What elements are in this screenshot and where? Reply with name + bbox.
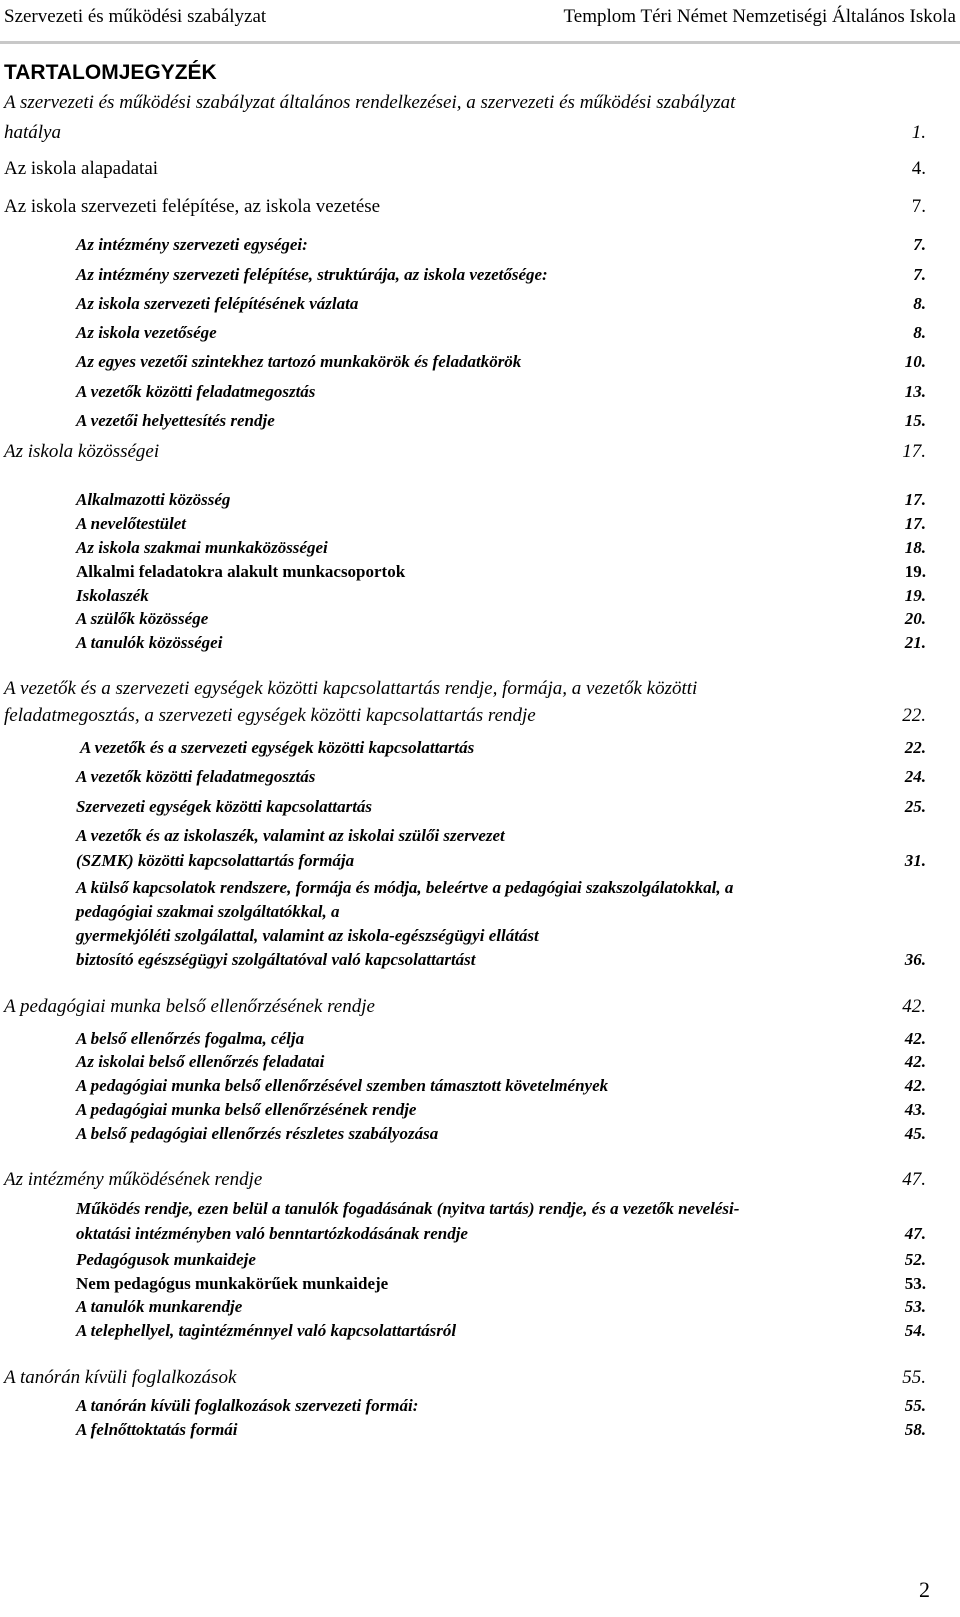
toc-entry-text: A szülők közössége — [76, 609, 209, 628]
toc-entry-page: 42. — [904, 1076, 926, 1095]
toc-entry-page: 55. — [902, 1367, 926, 1388]
toc-entry[interactable] — [76, 878, 926, 974]
toc-entry[interactable] — [76, 382, 926, 408]
page-header — [0, 0, 960, 42]
toc-entry-page: 19. — [904, 586, 926, 605]
toc-entry-page: 43. — [904, 1100, 926, 1119]
toc-entry-text: Működés rendje, ezen belül a tanulók fogadásának (nyitva tartás) rendje, és a vezetők nevelési- — [76, 1199, 740, 1218]
toc-entry-page: 55. — [904, 1396, 926, 1415]
toc-title: TARTALOMJEGYZÉK — [4, 61, 217, 84]
toc-entry-text: A vezetők és a szervezeti egységek közötti kapcsolattartás — [80, 738, 475, 757]
toc-entry[interactable] — [80, 738, 926, 764]
toc-entry-page: 52. — [904, 1250, 926, 1269]
toc-entry[interactable] — [4, 196, 926, 222]
toc-entry-page: 22. — [904, 738, 926, 757]
toc-entry-page: 15. — [904, 411, 926, 430]
header-school-name: Templom Téri Német Nemzetiségi Általános Iskola — [563, 6, 956, 27]
toc-entry-page: 25. — [904, 797, 926, 816]
toc-entry-page: 17. — [904, 490, 926, 509]
toc-entry-text: biztosító egészségügyi szolgáltatóval való kapcsolattartást — [76, 950, 476, 969]
toc-entry[interactable] — [76, 294, 926, 320]
toc-entry-text: Szervezeti egységek közötti kapcsolattartás — [76, 797, 373, 816]
toc-entry-page: 54. — [904, 1321, 926, 1340]
toc-entry[interactable] — [76, 1052, 926, 1078]
toc-entry-page: 22. — [902, 705, 926, 726]
toc-entry-page: 4. — [911, 158, 926, 179]
toc-entry-page: 45. — [904, 1124, 926, 1143]
toc-entry[interactable] — [76, 1250, 926, 1276]
toc-entry-page: 24. — [904, 767, 926, 786]
toc-entry-text: Az intézmény szervezeti felépítése, struktúrája, az iskola vezetősége: — [76, 265, 548, 284]
toc-entry-text: Alkalmi feladatokra alakult munkacsoportok — [76, 562, 406, 581]
toc-entry-text: hatálya — [4, 122, 61, 143]
toc-entry-text: A tanulók közösségei — [76, 633, 223, 652]
toc-entry-text: (SZMK) közötti kapcsolattartás formája — [76, 851, 355, 870]
toc-entry[interactable] — [76, 1396, 926, 1422]
toc-entry[interactable] — [4, 996, 926, 1022]
toc-entry-text: A vezetők közötti feladatmegosztás — [76, 382, 316, 401]
toc-entry-page: 53. — [904, 1274, 926, 1293]
toc-entry[interactable] — [76, 352, 926, 378]
toc-entry-text: Az iskola szervezeti felépítése, az iskola vezetése — [4, 196, 381, 217]
toc-entry[interactable] — [76, 1124, 926, 1150]
toc-entry-text: feladatmegosztás, a szervezeti egységek közötti kapcsolattartás rendje — [4, 705, 536, 726]
toc-entry-text: Az iskola alapadatai — [4, 158, 159, 179]
toc-entry[interactable] — [4, 1367, 926, 1393]
toc-entry-page: 1. — [911, 122, 926, 143]
toc-entry-page: 10. — [904, 352, 926, 371]
toc-entry-text: Az intézmény szervezeti egységei: — [76, 235, 308, 254]
toc-entry-page: 7. — [913, 235, 926, 254]
toc-entry-page: 18. — [904, 538, 926, 557]
toc-entry-text: A vezetők és az iskolaszék, valamint az iskolai szülői szervezet — [76, 826, 505, 845]
toc-entry-page: 7. — [913, 265, 926, 284]
toc-entry[interactable] — [76, 265, 926, 291]
toc-entry-text: oktatási intézményben való benntartózkodásának rendje — [76, 1224, 468, 1243]
toc-entry-page: 7. — [911, 196, 926, 217]
toc-entry[interactable] — [76, 411, 926, 437]
toc-entry-page: 53. — [904, 1297, 926, 1316]
toc-entry[interactable] — [76, 235, 926, 261]
toc-entry-text: A nevelőtestület — [76, 514, 187, 533]
toc-entry-text: Az iskola vezetősége — [76, 323, 217, 342]
toc-entry-text: pedagógiai szakmai szolgáltatókkal, a — [76, 902, 340, 921]
toc-entry-page: 47. — [902, 1169, 926, 1190]
toc-entry[interactable] — [76, 1199, 926, 1249]
toc-entry-text: A tanórán kívüli foglalkozások szervezeti formái: — [76, 1396, 419, 1415]
toc-entry-text: A belső ellenőrzés fogalma, célja — [76, 1029, 305, 1048]
toc-entry-page: 42. — [904, 1029, 926, 1048]
toc-entry-text: Az iskola közösségei — [4, 441, 160, 462]
toc-entry[interactable] — [4, 158, 926, 184]
toc-entry[interactable] — [76, 323, 926, 349]
toc-entry-text: Alkalmazotti közösség — [76, 490, 231, 509]
page-number: 2 — [919, 1577, 930, 1602]
toc-entry-text: Nem pedagógus munkakörűek munkaideje — [76, 1274, 389, 1293]
toc-entry-text: A külső kapcsolatok rendszere, formája és módja, beleértve a pedagógiai szakszolgálatokkal, a — [76, 878, 734, 897]
toc-entry[interactable] — [4, 441, 926, 467]
toc-entry-text: A telephellyel, tagintézménnyel való kapcsolattartásról — [76, 1321, 457, 1340]
toc-entry-text: A vezetői helyettesítés rendje — [76, 411, 275, 430]
toc-entry-page: 17. — [904, 514, 926, 533]
toc-entry[interactable] — [76, 826, 926, 876]
toc-entry[interactable] — [76, 538, 926, 564]
toc-entry-page: 21. — [904, 633, 926, 652]
toc-entry-page: 58. — [904, 1420, 926, 1439]
toc-entry-text: A pedagógiai munka belső ellenőrzésének rendje — [4, 996, 375, 1017]
toc-entry-page: 8. — [913, 323, 926, 342]
toc-entry[interactable] — [76, 767, 926, 793]
toc-entry[interactable] — [76, 609, 926, 635]
toc-entry-text: Iskolaszék — [76, 586, 149, 605]
toc-entry[interactable] — [76, 490, 926, 516]
toc-entry-page: 42. — [902, 996, 926, 1017]
toc-entry[interactable] — [76, 1321, 926, 1347]
toc-entry-page: 47. — [904, 1224, 926, 1243]
toc-entry-page: 36. — [904, 950, 926, 969]
toc-entry-text: Az intézmény működésének rendje — [4, 1169, 263, 1190]
toc-entry[interactable] — [76, 514, 926, 540]
toc-entry-text: A vezetők közötti feladatmegosztás — [76, 767, 316, 786]
toc-entry-page: 19. — [904, 562, 926, 581]
toc-entry-text: Az egyes vezetői szintekhez tartozó munkakörök és feladatkörök — [76, 352, 522, 371]
toc-entry[interactable] — [4, 92, 926, 152]
toc-entry-text: Pedagógusok munkaideje — [76, 1250, 256, 1269]
toc-entry[interactable] — [76, 1076, 926, 1102]
toc-entry-text: A tanórán kívüli foglalkozások — [4, 1367, 237, 1388]
header-divider — [0, 41, 960, 44]
toc-entry-page: 42. — [904, 1052, 926, 1071]
toc-entry-page: 13. — [904, 382, 926, 401]
toc-entry-text: A pedagógiai munka belső ellenőrzésével szemben támasztott követelmények — [76, 1076, 609, 1095]
toc-entry-text: A tanulók munkarendje — [76, 1297, 243, 1316]
toc-entry-text: A pedagógiai munka belső ellenőrzésének rendje — [76, 1100, 417, 1119]
toc-entry[interactable] — [76, 1420, 926, 1446]
toc-entry-text: A vezetők és a szervezeti egységek közötti kapcsolattartás rendje, formája, a vezetők közötti — [4, 678, 698, 699]
toc-entry-text: Az iskola szervezeti felépítésének vázlata — [76, 294, 359, 313]
toc-entry[interactable] — [76, 797, 926, 823]
toc-entry[interactable] — [4, 678, 926, 732]
toc-entry[interactable] — [76, 562, 926, 588]
toc-entry[interactable] — [76, 1297, 926, 1323]
toc-entry[interactable] — [4, 1169, 926, 1195]
toc-entry[interactable] — [76, 633, 926, 659]
toc-entry-page: 31. — [904, 851, 926, 870]
toc-entry-text: Az iskolai belső ellenőrzés feladatai — [76, 1052, 325, 1071]
toc-entry[interactable] — [76, 1100, 926, 1126]
toc-entry-page: 8. — [913, 294, 926, 313]
header-document-title: Szervezeti és működési szabályzat — [4, 6, 267, 27]
toc-entry-page: 20. — [904, 609, 926, 628]
toc-entry-text: gyermekjóléti szolgálattal, valamint az iskola-egészségügyi ellátást — [76, 926, 539, 945]
toc-entry-page: 17. — [902, 441, 926, 462]
toc-entry-text: A szervezeti és működési szabályzat általános rendelkezései, a szervezeti és működési szabályzat — [4, 92, 736, 113]
toc-entry-text: A belső pedagógiai ellenőrzés részletes szabályozása — [76, 1124, 439, 1143]
toc-entry-text: Az iskola szakmai munkaközösségei — [76, 538, 328, 557]
toc-entry-text: A felnőttoktatás formái — [76, 1420, 238, 1439]
